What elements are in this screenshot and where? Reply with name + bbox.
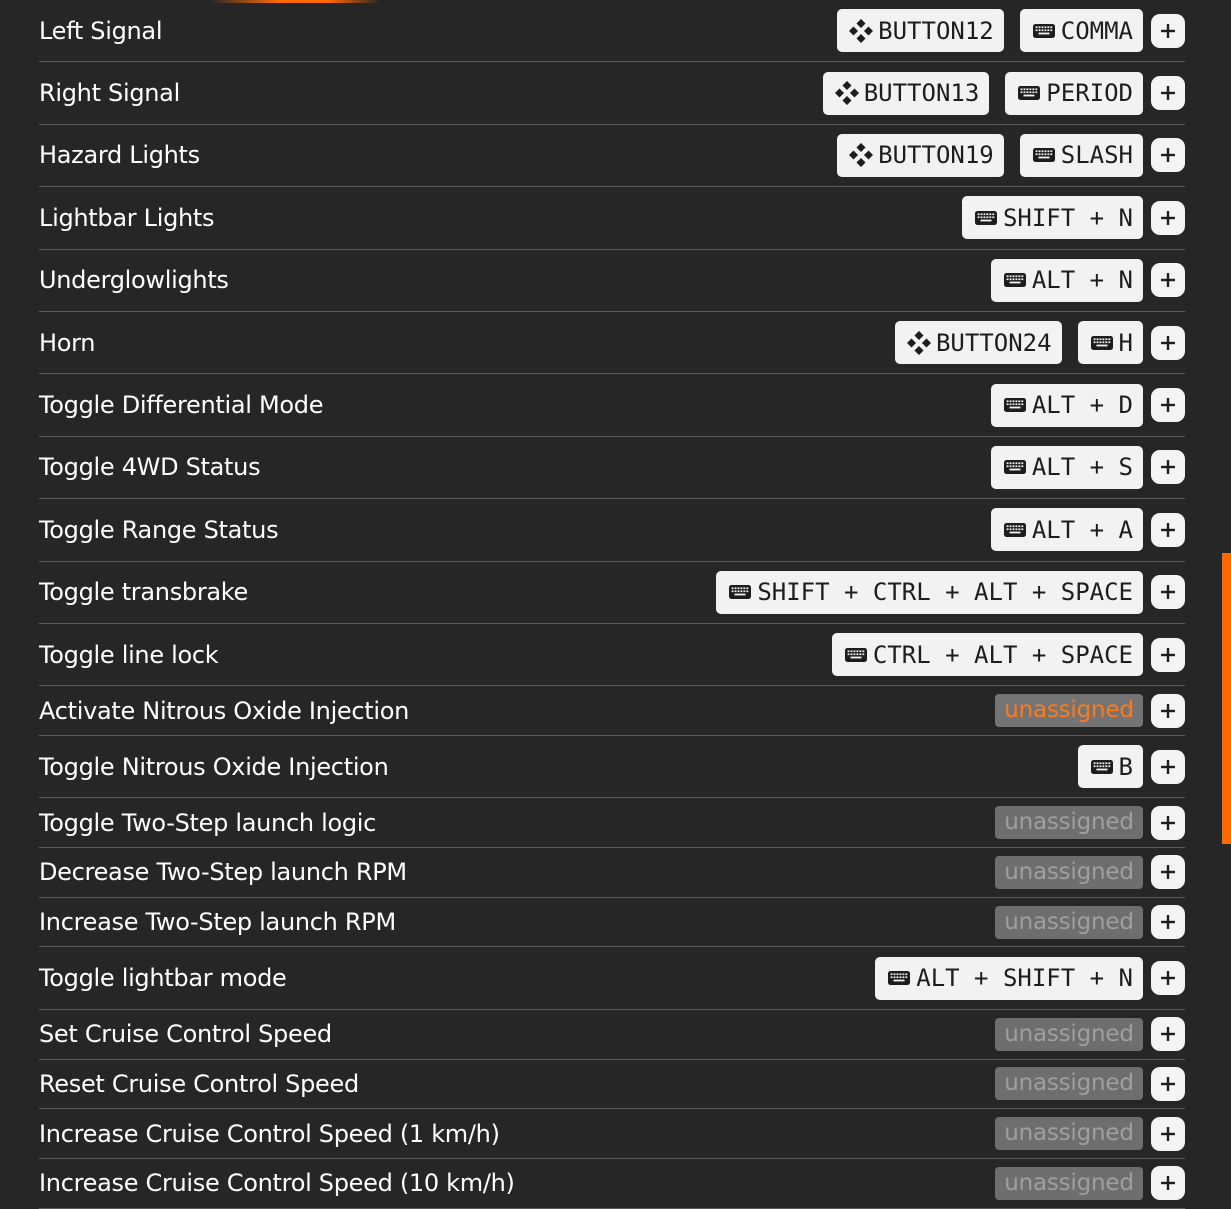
controller-binding-label: BUTTON19 — [878, 141, 994, 170]
toggle-lightbar-mode-keyboard-binding[interactable] — [875, 957, 1143, 1000]
binding-row-underglowlights — [39, 250, 1185, 312]
binding-controls — [991, 384, 1185, 427]
add-binding-button[interactable] — [1151, 905, 1185, 939]
binding-row-increase-cruise-control-speed-10-km-h — [39, 1159, 1185, 1209]
binding-controls — [995, 855, 1185, 889]
hazard-lights-controller-binding[interactable] — [837, 134, 1004, 177]
binding-controls — [895, 321, 1185, 364]
binding-row-toggle-two-step-launch-logic — [39, 798, 1185, 848]
binding-controls — [962, 196, 1185, 239]
binding-label: Toggle 4WD Status — [39, 453, 261, 482]
binding-label: Toggle transbrake — [39, 578, 249, 607]
toggle-nitrous-oxide-injection-keyboard-binding[interactable] — [1078, 745, 1143, 788]
add-binding-button[interactable] — [1151, 201, 1185, 235]
binding-label: Increase Two-Step launch RPM — [39, 908, 396, 937]
gamepad-icon — [835, 81, 859, 105]
binding-controls — [823, 72, 1185, 115]
binding-controls — [837, 9, 1185, 52]
binding-label: Decrease Two-Step launch RPM — [39, 858, 407, 887]
binding-row-increase-cruise-control-speed-1-km-h — [39, 1109, 1185, 1159]
keyboard-icon — [1003, 520, 1027, 540]
binding-controls — [991, 446, 1185, 489]
unassigned-badge[interactable]: unassigned — [995, 1167, 1143, 1200]
gamepad-icon — [907, 331, 931, 355]
binding-label: Set Cruise Control Speed — [39, 1020, 332, 1049]
unassigned-badge[interactable]: unassigned — [995, 694, 1143, 727]
left-signal-controller-binding[interactable] — [837, 9, 1004, 52]
keyboard-icon — [1003, 457, 1027, 477]
left-signal-keyboard-binding[interactable] — [1020, 9, 1143, 52]
binding-controls — [995, 1166, 1185, 1200]
binding-row-horn — [39, 312, 1185, 374]
binding-label: Toggle Range Status — [39, 515, 279, 544]
controller-binding-label: BUTTON13 — [863, 79, 980, 108]
binding-row-right-signal — [39, 62, 1185, 124]
add-binding-button[interactable] — [1151, 694, 1185, 728]
binding-row-reset-cruise-control-speed — [39, 1060, 1185, 1110]
controller-binding-label: BUTTON12 — [878, 16, 994, 45]
binding-row-increase-two-step-launch-rpm — [39, 898, 1185, 948]
right-signal-keyboard-binding[interactable] — [1005, 72, 1143, 115]
add-binding-button[interactable] — [1151, 513, 1185, 547]
binding-label: Increase Cruise Control Speed (1 km/h) — [39, 1119, 500, 1148]
toggle-range-status-keyboard-binding[interactable] — [991, 508, 1143, 551]
binding-controls — [995, 1017, 1185, 1051]
keyboard-binding-label: ALT + S — [1031, 453, 1133, 482]
plus-icon — [1161, 1176, 1175, 1190]
binding-row-decrease-two-step-launch-rpm — [39, 848, 1185, 898]
gamepad-icon — [849, 143, 873, 167]
binding-label: Left Signal — [39, 16, 163, 45]
binding-row-toggle-differential-mode — [39, 374, 1185, 436]
keyboard-icon — [844, 645, 868, 665]
binding-controls — [991, 259, 1185, 302]
keyboard-icon — [1017, 83, 1041, 103]
binding-label: Horn — [39, 328, 96, 357]
binding-label: Activate Nitrous Oxide Injection — [39, 696, 410, 725]
plus-icon — [1161, 585, 1175, 599]
add-binding-button[interactable] — [1151, 1017, 1185, 1051]
binding-label: Toggle Two-Step launch logic — [39, 808, 377, 837]
binding-row-left-signal — [39, 0, 1185, 62]
plus-icon — [1161, 816, 1175, 830]
gamepad-icon — [849, 19, 873, 43]
binding-row-toggle-range-status — [39, 499, 1185, 561]
binding-controls — [991, 508, 1185, 551]
scrollbar-thumb[interactable] — [1222, 553, 1231, 844]
keyboard-binding-label: ALT + N — [1031, 266, 1133, 295]
keyboard-binding-label: SHIFT + N — [1002, 203, 1133, 232]
plus-icon — [1161, 1127, 1175, 1141]
plus-icon — [1161, 760, 1175, 774]
binding-row-toggle-nitrous-oxide-injection — [39, 736, 1185, 798]
binding-row-toggle-4wd-status — [39, 437, 1185, 499]
add-binding-button[interactable] — [1151, 855, 1185, 889]
keyboard-icon — [728, 582, 752, 602]
binding-label: Underglowlights — [39, 266, 229, 295]
plus-icon — [1161, 460, 1175, 474]
binding-controls — [995, 694, 1185, 728]
binding-controls — [716, 571, 1185, 614]
binding-label: Toggle Differential Mode — [39, 391, 324, 420]
keyboard-icon — [1090, 333, 1114, 353]
keyboard-icon — [887, 968, 911, 988]
add-binding-button[interactable] — [1151, 1117, 1185, 1151]
plus-icon — [1161, 336, 1175, 350]
keyboard-binding-label: H — [1118, 328, 1133, 357]
add-binding-button[interactable] — [1151, 263, 1185, 297]
binding-row-toggle-lightbar-mode — [39, 947, 1185, 1009]
unassigned-badge[interactable]: unassigned — [995, 1067, 1143, 1100]
unassigned-badge[interactable]: unassigned — [995, 906, 1143, 939]
binding-controls — [995, 1117, 1185, 1151]
add-binding-button[interactable] — [1151, 806, 1185, 840]
horn-controller-binding[interactable] — [895, 321, 1062, 364]
plus-icon — [1161, 24, 1175, 38]
binding-controls — [995, 806, 1185, 840]
add-binding-button[interactable] — [1151, 326, 1185, 360]
unassigned-badge[interactable]: unassigned — [995, 1117, 1143, 1150]
toggle-line-lock-keyboard-binding[interactable] — [832, 633, 1143, 676]
binding-row-activate-nitrous-oxide-injection — [39, 686, 1185, 736]
toggle-differential-mode-keyboard-binding[interactable] — [991, 384, 1143, 427]
plus-icon — [1161, 704, 1175, 718]
binding-row-toggle-transbrake — [39, 562, 1185, 624]
binding-label: Right Signal — [39, 79, 180, 108]
binding-label: Toggle line lock — [39, 640, 219, 669]
binding-row-set-cruise-control-speed — [39, 1010, 1185, 1060]
hazard-lights-keyboard-binding[interactable] — [1020, 134, 1143, 177]
toggle-transbrake-keyboard-binding[interactable] — [716, 571, 1143, 614]
binding-controls — [837, 134, 1185, 177]
keyboard-binding-label: B — [1118, 752, 1133, 781]
plus-icon — [1161, 523, 1175, 537]
binding-label: Increase Cruise Control Speed (10 km/h) — [39, 1169, 515, 1198]
plus-icon — [1161, 915, 1175, 929]
plus-icon — [1161, 865, 1175, 879]
keyboard-binding-label: ALT + D — [1031, 391, 1133, 420]
keyboard-icon — [1090, 757, 1114, 777]
binding-controls — [875, 957, 1185, 1000]
binding-row-toggle-line-lock — [39, 624, 1185, 686]
binding-label: Hazard Lights — [39, 141, 200, 170]
plus-icon — [1161, 211, 1175, 225]
add-binding-button[interactable] — [1151, 575, 1185, 609]
binding-row-lightbar-lights — [39, 187, 1185, 249]
plus-icon — [1161, 1077, 1175, 1091]
keyboard-icon — [1032, 145, 1056, 165]
binding-label: Toggle Nitrous Oxide Injection — [39, 752, 389, 781]
binding-controls — [832, 633, 1185, 676]
keyboard-icon — [1032, 21, 1056, 41]
plus-icon — [1161, 273, 1175, 287]
plus-icon — [1161, 398, 1175, 412]
add-binding-button[interactable] — [1151, 1166, 1185, 1200]
keyboard-binding-label: SLASH — [1060, 141, 1133, 170]
add-binding-button[interactable] — [1151, 1067, 1185, 1101]
add-binding-button[interactable] — [1151, 750, 1185, 784]
controller-binding-label: BUTTON24 — [935, 328, 1052, 357]
plus-icon — [1161, 648, 1175, 662]
keyboard-binding-label: SHIFT + CTRL + ALT + SPACE — [757, 578, 1133, 607]
add-binding-button[interactable] — [1151, 450, 1185, 484]
keyboard-binding-label: CTRL + ALT + SPACE — [872, 640, 1133, 669]
binding-label: Toggle lightbar mode — [39, 964, 287, 993]
plus-icon — [1161, 86, 1175, 100]
keyboard-icon — [1003, 395, 1027, 415]
keyboard-binding-label: ALT + SHIFT + N — [916, 964, 1133, 993]
binding-label: Reset Cruise Control Speed — [39, 1069, 359, 1098]
add-binding-button[interactable] — [1151, 76, 1185, 110]
binding-controls — [1078, 745, 1185, 788]
binding-controls — [995, 1067, 1185, 1101]
unassigned-badge[interactable]: unassigned — [995, 856, 1143, 889]
right-signal-controller-binding[interactable] — [823, 72, 990, 115]
bindings-list — [39, 0, 1185, 1209]
plus-icon — [1161, 148, 1175, 162]
binding-row-hazard-lights — [39, 125, 1185, 187]
plus-icon — [1161, 971, 1175, 985]
keyboard-binding-label: COMMA — [1060, 16, 1133, 45]
unassigned-badge[interactable]: unassigned — [995, 806, 1143, 839]
plus-icon — [1161, 1027, 1175, 1041]
horn-keyboard-binding[interactable] — [1078, 321, 1143, 364]
add-binding-button[interactable] — [1151, 961, 1185, 995]
add-binding-button[interactable] — [1151, 638, 1185, 672]
add-binding-button[interactable] — [1151, 14, 1185, 48]
unassigned-badge[interactable]: unassigned — [995, 1018, 1143, 1051]
binding-controls — [995, 905, 1185, 939]
add-binding-button[interactable] — [1151, 388, 1185, 422]
toggle-4wd-status-keyboard-binding[interactable] — [991, 446, 1143, 489]
underglowlights-keyboard-binding[interactable] — [991, 259, 1143, 302]
lightbar-lights-keyboard-binding[interactable] — [962, 196, 1143, 239]
binding-label: Lightbar Lights — [39, 203, 215, 232]
add-binding-button[interactable] — [1151, 138, 1185, 172]
keyboard-icon — [974, 208, 998, 228]
keyboard-icon — [1003, 270, 1027, 290]
keyboard-binding-label: PERIOD — [1046, 79, 1133, 108]
keyboard-binding-label: ALT + A — [1031, 515, 1133, 544]
